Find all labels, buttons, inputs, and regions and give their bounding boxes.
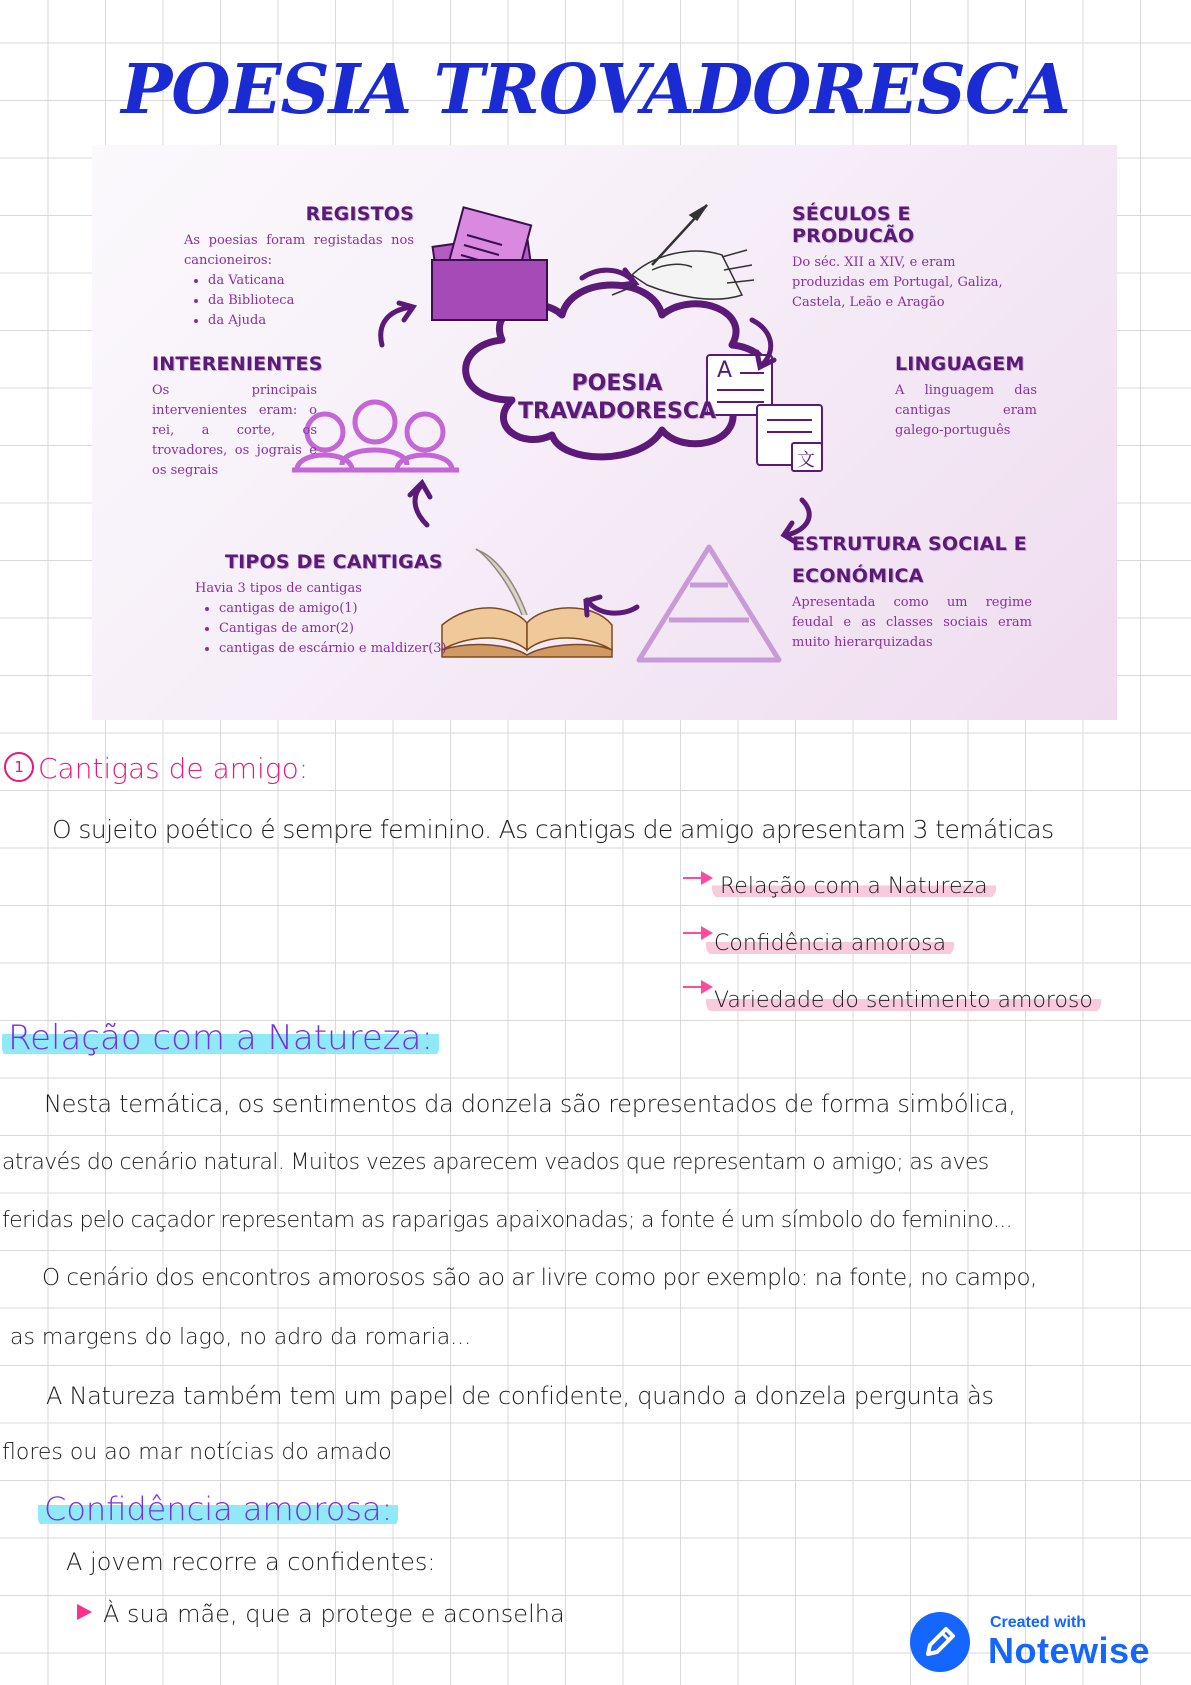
section-heading: LINGUAGEM <box>895 353 1025 375</box>
section-registos <box>184 203 414 331</box>
section-linguagem <box>895 353 1037 441</box>
badge-small-text: Created with <box>990 1614 1087 1631</box>
pencil-icon <box>910 1612 970 1672</box>
topic-label: Relação com a Natureza <box>712 874 996 899</box>
list-item: • cantigas de amigo(1) <box>219 599 455 619</box>
section-list <box>195 599 455 659</box>
section-number: 1 <box>4 752 34 782</box>
notewise-badge <box>910 1608 1170 1678</box>
topic-label: Confidência amorosa <box>706 931 954 956</box>
note-line: flores ou ao mar notícias do amado <box>2 1440 392 1465</box>
note-line: as margens do lago, no adro da romaria... <box>10 1325 472 1350</box>
heading-confidencia <box>38 1490 398 1528</box>
cloud-label-line1: POESIA <box>571 371 663 396</box>
bullet-icon <box>77 1604 92 1620</box>
section-text: Do séc. XII a XIV, e eram produzidas em Portugal, Galiza, Castela, Leão e Aragão <box>792 255 1003 310</box>
section-seculos <box>792 203 1032 313</box>
section-heading-line1: ESTRUTURA SOCIAL E <box>792 533 1027 555</box>
note-line: feridas pelo caçador representam as raparigas apaixonadas; a fonte é um símbolo do feminino... <box>2 1208 1012 1233</box>
note-line: Nesta temática, os sentimentos da donzela são representados de forma simbólica, <box>44 1090 1016 1118</box>
section-text: Os principais intervenientes eram: o rei, a corte, os trovadores, os jograis e os segrais <box>152 383 317 478</box>
note-line: À sua mãe, que a protege e aconselha <box>103 1600 565 1628</box>
topic-item <box>712 874 996 899</box>
note-line: através do cenário natural. Muitos vezes aparecem veados que representam o amigo; as aves <box>2 1150 989 1175</box>
topic-item <box>706 988 1101 1013</box>
cloud-label <box>492 370 742 426</box>
section-heading: SÉCULOS E PRODUCÃO <box>792 203 915 247</box>
list-item: • Cantigas de amor(2) <box>219 619 455 639</box>
page-title: POESIA TROVADORESCA <box>121 50 1070 130</box>
section-interenientes <box>152 353 323 481</box>
section-estrutura <box>792 533 1032 653</box>
folder-icon <box>432 207 547 320</box>
svg-text:文: 文 <box>797 450 815 471</box>
section-heading-line2: ECONÓMICA <box>792 565 924 587</box>
list-item: • da Vaticana <box>208 271 414 291</box>
heading-relacao-natureza <box>2 1018 439 1058</box>
section-tipos <box>195 551 455 659</box>
section-text: A linguagem das cantigas eram galego-português <box>895 383 1037 438</box>
cloud-label-line2: TRAVADORESCA <box>518 399 716 424</box>
list-item: • cantigas de escárnio e maldizer(3) <box>219 639 455 659</box>
section-list <box>184 271 414 331</box>
note-line: A jovem recorre a confidentes: <box>66 1548 436 1576</box>
section-heading: REGISTOS <box>305 203 414 225</box>
note-line: A Natureza também tem um papel de confidente, quando a donzela pergunta às <box>46 1382 994 1410</box>
heading-label: Confidência amorosa: <box>38 1490 398 1528</box>
section-heading: TIPOS DE CANTIGAS <box>225 551 443 573</box>
note-line: O cenário dos encontros amorosos são ao ar livre como por exemplo: na fonte, no campo, <box>42 1265 1037 1291</box>
topic-item <box>706 931 954 956</box>
note-line: O sujeito poético é sempre feminino. As cantigas de amigo apresentam 3 temáticas <box>52 815 1054 844</box>
heading-cantigas-amigo: Cantigas de amigo: <box>38 752 309 785</box>
topic-label: Variedade do sentimento amoroso <box>706 988 1101 1013</box>
section-text: As poesias foram registadas nos cancioneiros: <box>184 233 414 268</box>
heading-label: Relação com a Natureza: <box>2 1018 439 1058</box>
people-icon <box>292 402 459 470</box>
section-text: Havia 3 tipos de cantigas <box>195 581 362 596</box>
section-text: Apresentada como um regime feudal e as classes sociais eram muito hierarquizadas <box>792 595 1032 650</box>
pyramid-icon <box>639 547 779 660</box>
list-item: • da Ajuda <box>208 311 414 331</box>
arrow-icon <box>683 877 711 879</box>
infographic <box>92 145 1117 720</box>
list-item: • da Biblioteca <box>208 291 414 311</box>
section-heading: INTERENIENTES <box>152 353 323 375</box>
svg-text:A: A <box>717 358 733 383</box>
badge-brand-text: Notewise <box>988 1630 1151 1671</box>
